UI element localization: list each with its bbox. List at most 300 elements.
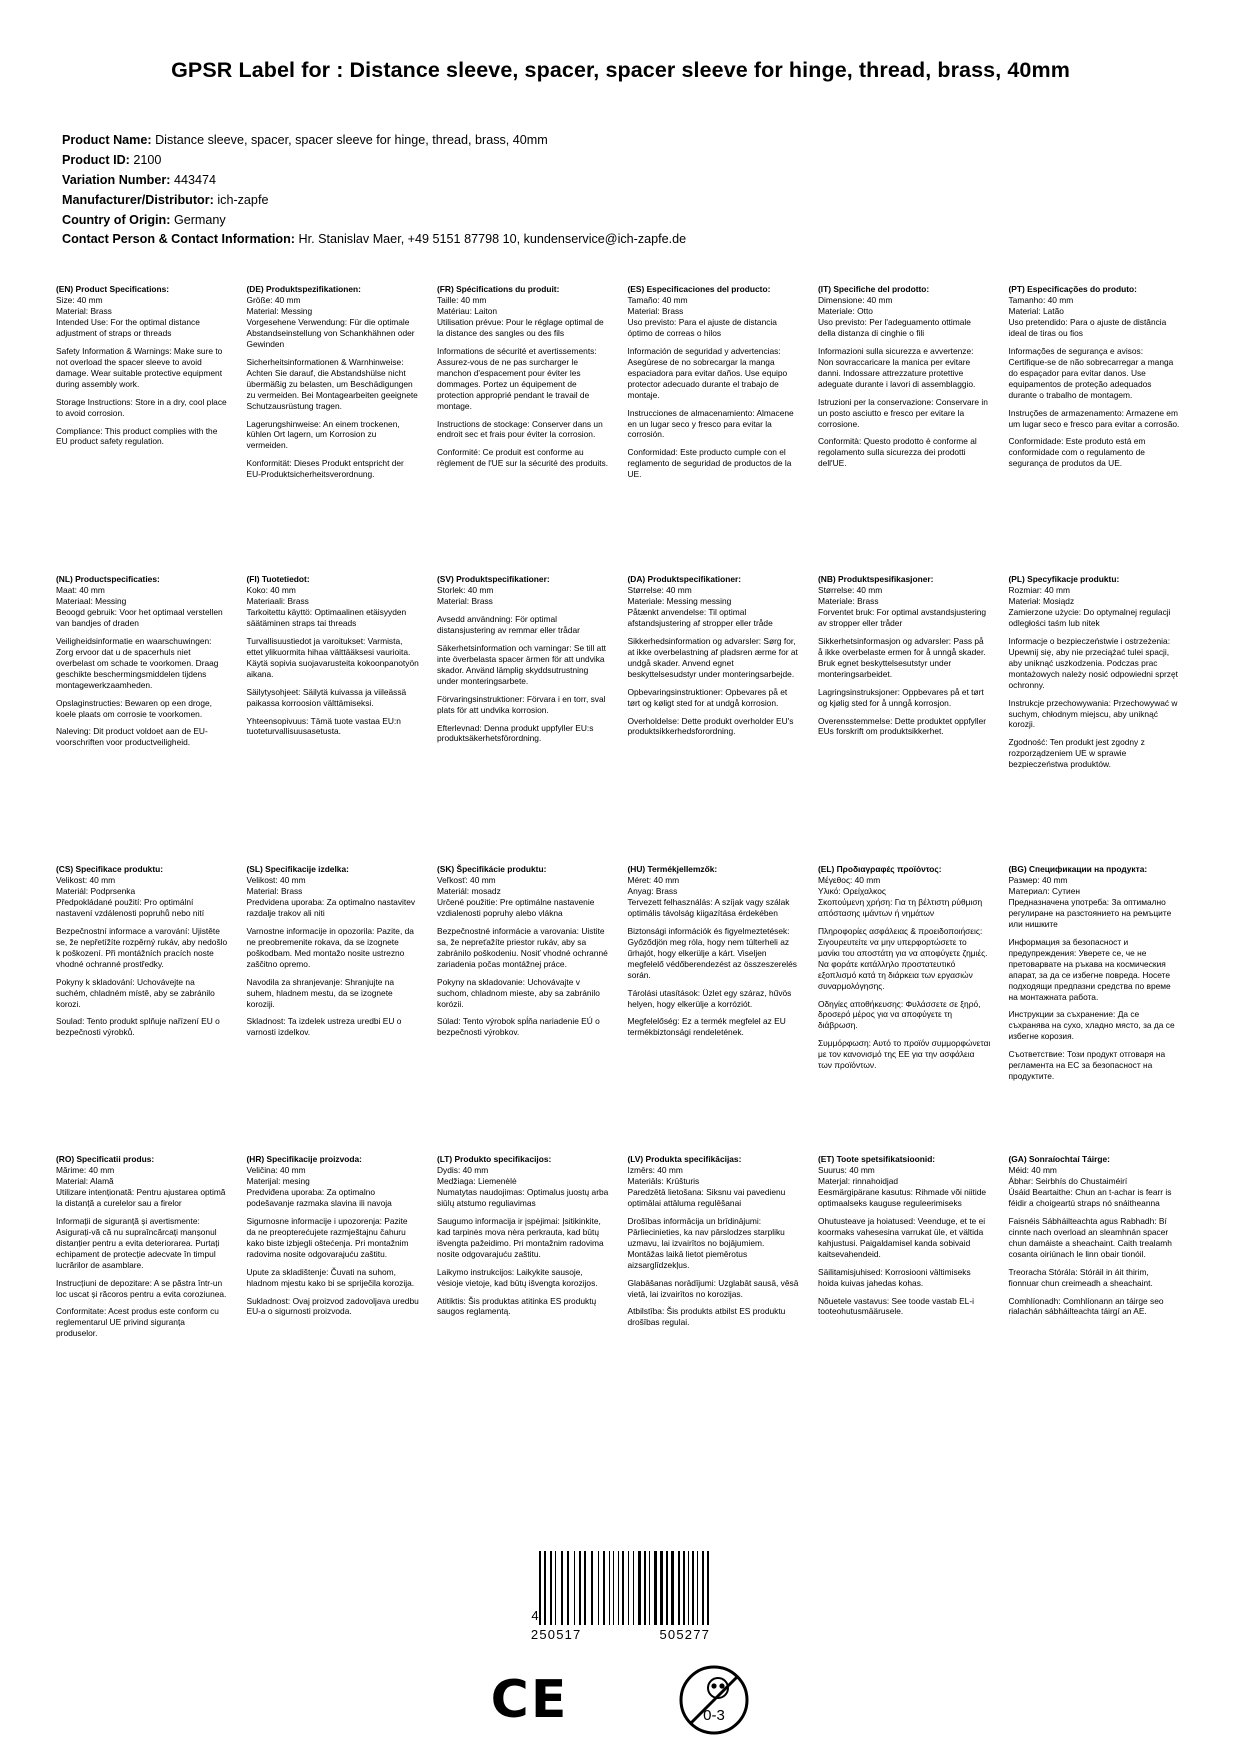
- spec-paragraph-gap: [437, 1260, 610, 1267]
- spec-cell-body: [628, 295, 801, 480]
- spec-paragraph-gap: [247, 1289, 420, 1296]
- spec-paragraph-gap: [247, 919, 420, 926]
- spec-cell: [818, 284, 995, 574]
- spec-paragraph-gap: [1009, 1289, 1182, 1296]
- meta-contact-value: Hr. Stanislav Maer, +49 5151 87798 10, kundenservice@ich-zapfe.de: [298, 232, 687, 247]
- spec-line: Předpokládané použití: Pro optimální nastavení vzdálenosti popruhů nebo nití: [56, 897, 205, 919]
- spec-line: Materiaal: Messing: [56, 596, 127, 607]
- spec-paragraph-gap: [247, 629, 420, 636]
- spec-line: Storage Instructions: Store in a dry, cool place to avoid corrosion.: [56, 396, 227, 418]
- spec-paragraph-gap: [437, 440, 610, 447]
- meta-product-name-value: Distance sleeve, spacer, spacer sleeve for hinge, thread, brass, 40mm: [155, 133, 548, 148]
- spec-line: Compliance: This product complies with the EU product safety regulation.: [56, 425, 218, 447]
- spec-line: Drošības informācija un brīdinājumi: Pārliecinieties, ka nav pārslodzes starpliku uzmavu, lai izvairītos no bojājumiem. Montāžas laikā lietot piemērotus aizsarglīdzekļus.: [627, 1215, 785, 1270]
- spec-paragraph-gap: [247, 350, 420, 357]
- spec-cell: [818, 1154, 995, 1444]
- spec-line: Tamanho: 40 mm: [1008, 295, 1074, 306]
- spec-cell-heading: (PT) Especificações do produto:: [1008, 284, 1137, 295]
- spec-line: Größe: 40 mm: [246, 295, 301, 306]
- spec-cell-heading: (GA) Sonraíochtaí Táirge:: [1008, 1154, 1110, 1165]
- spec-paragraph-gap: [247, 970, 420, 977]
- spec-line: Navodila za shranjevanje: Shranjujte na suhem, hladnem mestu, da se izognete koroziji.: [246, 976, 395, 1009]
- spec-cell: [628, 1154, 805, 1444]
- spec-line: Materiał: Mosiądz: [1008, 596, 1075, 607]
- spec-cell-heading: (CS) Specifikace produktu:: [56, 864, 164, 875]
- spec-cell: [1009, 284, 1186, 574]
- spec-paragraph-gap: [437, 607, 610, 614]
- spec-cell-heading: (PL) Specyfikacje produktu:: [1008, 574, 1120, 585]
- spec-line: Veľkosť: 40 mm: [437, 875, 496, 886]
- spec-line: Konformität: Dieses Produkt entspricht der EU-Produktsicherheitsverordnung.: [246, 458, 404, 480]
- spec-line: Materiál: mosadz: [437, 886, 501, 897]
- spec-paragraph-gap: [247, 451, 420, 458]
- spec-line: Sukladnost: Ovaj proizvod zadovoljava uredbu EU-a o sigurnosti proizvoda.: [246, 1295, 419, 1317]
- specifications-grid: [56, 284, 1185, 1444]
- spec-paragraph-gap: [56, 1009, 229, 1016]
- spec-paragraph-gap: [1009, 401, 1182, 408]
- meta-manufacturer-value: ich-zapfe: [217, 192, 269, 207]
- meta-variation-value: 443474: [173, 172, 216, 187]
- spec-line: Συμμόρφωση: Αυτό το προϊόν συμμορφώνεται με τον κανονισμό της ΕΕ για την ασφάλεια των προϊόντων.: [818, 1038, 991, 1071]
- spec-cell-heading: (DA) Produktspecifikationer:: [627, 574, 742, 585]
- spec-line: Tervezett felhasználás: A szíjak vagy szálak optimális távolság kiigazítása érdekében: [627, 897, 790, 919]
- spec-paragraph-gap: [247, 1009, 420, 1016]
- spec-paragraph-gap: [628, 981, 801, 988]
- spec-line: Nõuetele vastavus: See toode vastab EL-i tooteohutusmäärusele.: [818, 1295, 974, 1317]
- spec-cell-body: [56, 875, 229, 1038]
- spec-cell-body: [247, 585, 420, 737]
- spec-paragraph-gap: [818, 390, 991, 397]
- spec-paragraph-gap: [628, 1271, 801, 1278]
- spec-paragraph-gap: [437, 716, 610, 723]
- spec-paragraph-gap: [628, 1009, 801, 1016]
- spec-cell-heading: (ET) Toote spetsifikatsioonid:: [818, 1154, 936, 1165]
- meta-product-id: [62, 151, 1185, 171]
- spec-cell: [628, 284, 805, 574]
- spec-line: Utilisation prévue: Pour le réglage optimal de la distance des sangles ou des fils: [437, 317, 604, 339]
- spec-paragraph-gap: [1009, 339, 1182, 346]
- spec-line: Upute za skladištenje: Čuvati na suhom, hladnom mjestu kako bi se spriječila korozija.: [246, 1266, 415, 1288]
- spec-line: Laikymo instrukcijos: Laikykite sausoje, vėsioje vietoje, kad būtų išvengta korozijos.: [437, 1266, 598, 1288]
- spec-paragraph-gap: [247, 412, 420, 419]
- spec-line: Taille: 40 mm: [437, 295, 487, 306]
- spec-paragraph-gap: [247, 709, 420, 716]
- spec-cell-heading: (ES) Especificaciones del producto:: [627, 284, 771, 295]
- spec-line: Sikkerhedsinformation og advarsler: Sørg for, at ikke overbelastning af pladsren ærme for at undgå skader. Anvend egnet beskyttelsesudstyr under monteringsarbejde.: [627, 635, 798, 679]
- spec-line: Säilytysohjeet: Säilytä kuivassa ja viileässä paikassa korroosion välttämiseksi.: [246, 686, 407, 708]
- spec-cell-heading: (EL) Προδιαγραφές προϊόντος:: [818, 864, 942, 875]
- spec-line: Conformidade: Este produto está em conformidade com o regulamento de segurança de produtos da UE.: [1008, 436, 1146, 469]
- spec-line: Pokyny k skladování: Uchovávejte na suchém, chladném místě, aby se zabránilo korozi.: [56, 976, 215, 1009]
- meta-contact-label: Contact Person & Contact Information:: [62, 232, 295, 247]
- barcode-lead-digit: 4: [531, 1608, 539, 1623]
- spec-line: Safety Information & Warnings: Make sure to not overload the spacer sleeve to avoid damage. Wear suitable protective equipment during assembly work.: [56, 345, 223, 389]
- spec-paragraph-gap: [437, 1209, 610, 1216]
- spec-line: Instructions de stockage: Conserver dans un endroit sec et frais pour éviter la corrosion.: [437, 418, 603, 440]
- spec-paragraph-gap: [56, 1271, 229, 1278]
- spec-paragraph-gap: [1009, 930, 1182, 937]
- spec-cell: [1009, 1154, 1186, 1444]
- spec-line: Σκοπούμενη χρήση: Για τη βέλτιστη ρύθμιση απόστασης ιμάντων ή νημάτων: [818, 897, 983, 919]
- spec-line: Tárolási utasítások: Üzlet egy száraz, hűvös helyen, hogy elkerülje a korróziót.: [627, 987, 792, 1009]
- spec-paragraph-gap: [1009, 1260, 1182, 1267]
- spec-line: Suurus: 40 mm: [818, 1165, 875, 1176]
- ce-mark-icon: CE: [490, 1670, 569, 1730]
- spec-cell: [818, 864, 995, 1154]
- spec-line: Avsedd användning: För optimal distansjustering av remmar eller trådar: [437, 614, 580, 636]
- meta-contact: [62, 230, 1185, 250]
- spec-cell-body: [56, 1165, 229, 1339]
- spec-paragraph-gap: [56, 719, 229, 726]
- spec-paragraph-gap: [1009, 691, 1182, 698]
- spec-line: Skladnost: Ta izdelek ustreza uredbi EU o varnosti izdelkov.: [246, 1016, 402, 1038]
- spec-line: Material: Messing: [246, 306, 313, 317]
- spec-line: Instrucciones de almacenamiento: Almacene en un lugar seco y fresco para evitar la corrosión.: [627, 407, 794, 440]
- spec-paragraph-gap: [818, 629, 991, 636]
- spec-line: Overensstemmelse: Dette produktet oppfyller EUs forskrift om produktsikkerhet.: [818, 715, 987, 737]
- spec-line: Uso pretendido: Para o ajuste de distância ideal de tiras ou fios: [1008, 317, 1167, 339]
- spec-cell: [56, 1154, 233, 1444]
- spec-cell-heading: (LV) Produkta specifikācijas:: [627, 1154, 742, 1165]
- meta-product-id-label: Product ID:: [62, 152, 130, 167]
- spec-cell: [437, 574, 614, 864]
- spec-line: Intended Use: For the optimal distance adjustment of straps or threads: [56, 317, 200, 339]
- spec-cell: [56, 864, 233, 1154]
- spec-line: Comhlíonadh: Comhlíonann an táirge seo rialachán sábháilteachta táirgí an AE.: [1008, 1295, 1164, 1317]
- spec-line: Overholdelse: Dette produkt overholder EU's produktsikkerhedsforordning.: [627, 715, 794, 737]
- meta-product-name-label: Product Name:: [62, 133, 152, 148]
- meta-manufacturer-label: Manufacturer/Distributor:: [62, 192, 214, 207]
- spec-line: Съответствие: Този продукт отговаря на регламента на ЕС за безопасност на продуктите.: [1008, 1049, 1166, 1082]
- spec-line: Información de seguridad y advertencias: Asegúrese de no sobrecargar la manga espaciadora para evitar daños. Use equipo protector adecuado durante el trabajo de montaje.: [627, 345, 788, 400]
- spec-line: Tarkoitettu käyttö: Optimaalinen etäisyyden säätäminen straps tai threads: [246, 607, 407, 629]
- spec-line: Opbevaringsinstruktioner: Opbevares på et tørt og køligt sted for at undgå korrosion.: [627, 686, 788, 708]
- spec-line: Velikost: 40 mm: [56, 875, 116, 886]
- spec-line: Instrucțiuni de depozitare: A se păstra într-un loc uscat și răcoros pentru a evita coroziunea.: [56, 1277, 227, 1299]
- spec-line: Materiale: Brass: [818, 596, 879, 607]
- spec-line: Izmērs: 40 mm: [627, 1165, 683, 1176]
- spec-cell-body: [247, 1165, 420, 1317]
- spec-line: Conformidad: Este producto cumple con el reglamento de seguridad de productos de la UE.: [627, 447, 792, 480]
- spec-line: Megfelelőség: Ez a termék megfelel az EU termékbiztonsági rendeletének.: [627, 1016, 786, 1038]
- spec-line: Veiligheidsinformatie en waarschuwingen: Zorg ervoor dat u de spacerhuls niet overbelast om schade te voorkomen. Draag geschikte beschermingsmiddelen tijdens montagewerkzaamheden.: [56, 635, 219, 690]
- spec-line: Material: Brass: [246, 886, 303, 897]
- spec-line: Paredzētā lietošana: Siksnu vai pavedienu optimālai attāluma regulēšanai: [627, 1187, 786, 1209]
- spec-cell-heading: (BG) Спецификации на продукта:: [1008, 864, 1148, 875]
- spec-line: Materiāls: Krūšturis: [627, 1176, 700, 1187]
- spec-line: Material: Latão: [1008, 306, 1064, 317]
- spec-cell-heading: (FI) Tuotetiedot:: [246, 574, 310, 585]
- spec-cell: [628, 864, 805, 1154]
- spec-line: Súlad: Tento výrobok spĺňa nariadenie EÚ o bezpečnosti výrobkov.: [437, 1016, 600, 1038]
- spec-line: Ohutusteave ja hoiatused: Veenduge, et te ei koormaks vahesesina varrukat üle, et vältida kahjustusi. Paigaldamisel kanda sobivaid kaitsevahendeid.: [818, 1215, 986, 1259]
- spec-cell-body: [1009, 295, 1182, 469]
- spec-paragraph-gap: [818, 1209, 991, 1216]
- spec-cell-body: [628, 1165, 801, 1328]
- spec-paragraph-gap: [628, 440, 801, 447]
- meta-variation-number: [62, 171, 1185, 191]
- spec-paragraph-gap: [437, 1289, 610, 1296]
- spec-line: Materiale: Otto: [818, 306, 873, 317]
- spec-line: Bezpečnostní informace a varování: Ujistěte se, že nepřetížíte rozpěrný rukáv, aby nedošlo k poškození. Při montážních pracích noste vhodné ochranné prostředky.: [56, 925, 228, 969]
- spec-line: Instrukcje przechowywania: Przechowywać w suchym, chłodnym miejscu, aby uniknąć korozji.: [1008, 697, 1178, 730]
- spec-line: Atbilstība: Šis produkts atbilst ES produktu drošības regulai.: [627, 1306, 786, 1328]
- spec-paragraph-gap: [247, 1260, 420, 1267]
- spec-line: Informações de segurança e avisos: Certifique-se de não sobrecarregar a manga do espaçador para evitar danos. Use equipamentos de proteção adequados durante o trabalho de montagem.: [1008, 345, 1174, 400]
- spec-paragraph-gap: [437, 919, 610, 926]
- spec-cell-heading: (DE) Produktspezifikationen:: [246, 284, 361, 295]
- spec-cell: [1009, 574, 1186, 864]
- spec-line: Eesmärgipärane kasutus: Rihmade või niitide optimaalseks kauguse reguleerimiseks: [818, 1187, 987, 1209]
- spec-line: Инструкции за съхранение: Да се съхранява на сухо, хладно място, за да се избегне корозия.: [1008, 1009, 1175, 1042]
- spec-cell-body: [56, 585, 229, 748]
- spec-line: Sigurnosne informacije i upozorenja: Pazite da ne preopterećujete razmještajnu čahuru kako biste izbjegli oštećenja. Pri montažnim radovima nosite odgovarajuću zaštitu.: [246, 1215, 409, 1259]
- spec-line: Sikkerhetsinformasjon og advarsler: Pass på å ikke overbelaste ermen for å unngå skader. Bruk egnet beskyttelsesutstyr under monteringsarbeidet.: [818, 635, 986, 679]
- spec-cell: [247, 1154, 424, 1444]
- spec-line: Velikost: 40 mm: [246, 875, 306, 886]
- spec-paragraph-gap: [628, 919, 801, 926]
- spec-line: Материал: Сутиен: [1008, 886, 1081, 897]
- spec-line: Material: Brass: [56, 306, 112, 317]
- spec-paragraph-gap: [818, 919, 991, 926]
- spec-line: Forventet bruk: For optimal avstandsjustering av stropper eller tråder: [818, 607, 987, 629]
- spec-line: Turvallisuustiedot ja varoitukset: Varmista, ettet ylikuormita hihaa välttääksesi vaurioita. Käytä sopivia suojavarusteita kokoonpanotyön aikana.: [246, 635, 419, 679]
- spec-line: Soulad: Tento produkt splňuje nařízení EU o bezpečnosti výrobků.: [56, 1016, 220, 1038]
- spec-line: Anyag: Brass: [627, 886, 678, 897]
- spec-paragraph-gap: [1009, 629, 1182, 636]
- spec-paragraph-gap: [56, 339, 229, 346]
- spec-paragraph-gap: [628, 680, 801, 687]
- age-warning-text: 0-3: [703, 1707, 726, 1724]
- spec-paragraph-gap: [628, 629, 801, 636]
- spec-paragraph-gap: [1009, 1209, 1182, 1216]
- spec-paragraph-gap: [56, 919, 229, 926]
- spec-paragraph-gap: [818, 1260, 991, 1267]
- spec-line: Yhteensopivuus: Tämä tuote vastaa EU:n tuoteturvallisuusasetusta.: [246, 715, 401, 737]
- spec-paragraph-gap: [437, 970, 610, 977]
- spec-line: Zgodność: Ten produkt jest zgodny z rozporządzeniem UE w sprawie bezpieczeństwa produktów.: [1008, 737, 1145, 770]
- spec-line: Istruzioni per la conservazione: Conservare in un posto asciutto e fresco per evitare la corrosione.: [818, 396, 988, 429]
- compliance-marks: [0, 1664, 1241, 1736]
- spec-line: Predviđena uporaba: Za optimalno podešavanje razmaka slavina ili navoja: [246, 1187, 392, 1209]
- spec-line: Säkerhetsinformation och varningar: Se till att inte överbelasta spacer ärmen för att undvika skador. Använd lämplig skyddsutrustning under monteringsarbete.: [437, 642, 606, 686]
- spec-cell: [437, 1154, 614, 1444]
- spec-cell-heading: (LT) Produkto specifikacijos:: [437, 1154, 552, 1165]
- spec-line: Treoracha Stórála: Stóráil in áit thirim, fionnuar chun creimeadh a sheachaint.: [1008, 1266, 1153, 1288]
- spec-line: Pokyny na skladovanie: Uchovávajte v suchom, chladnom mieste, aby sa zabránilo korózii.: [437, 976, 600, 1009]
- spec-cell-body: [1009, 1165, 1182, 1317]
- spec-line: Informazioni sulla sicurezza e avvertenze: Non sovraccaricare la manica per evitare danni. Indossare attrezzature protettive adeguate durante i lavori di assemblaggio.: [818, 345, 976, 389]
- spec-paragraph-gap: [437, 412, 610, 419]
- spec-line: Informations de sécurité et avertissements: Assurez-vous de ne pas surcharger le manchon d'espacement pour éviter les dommages. Portez un équipement de protection approprié pendant le travail de montage.: [437, 345, 597, 411]
- spec-cell-body: [437, 585, 610, 744]
- spec-cell-heading: (FR) Spécifications du produit:: [437, 284, 560, 295]
- meta-variation-label: Variation Number:: [62, 172, 171, 187]
- barcode-group-right: 505277: [659, 1627, 711, 1642]
- spec-cell: [247, 574, 424, 864]
- spec-line: Veličina: 40 mm: [246, 1165, 306, 1176]
- spec-line: Informații de siguranță și avertismente: Asigurați-vă că nu supraîncărcați manșonul distanțier pentru a evita deteriorarea. Purtați echipament de protecție adecvate în timpul lucrărilor de asamblare.: [56, 1215, 220, 1270]
- spec-paragraph-gap: [56, 390, 229, 397]
- spec-line: Informacje o bezpieczeństwie i ostrzeżenia: Upewnij się, aby nie przeciążać tulei spacji, aby uniknąć uszkodzenia. Podczas prac montażowych należy nosić odpowiedni sprzęt ochronny.: [1008, 635, 1178, 690]
- spec-line: Matériau: Laiton: [437, 306, 498, 317]
- spec-cell: [437, 284, 614, 574]
- spec-line: Beoogd gebruik: Voor het optimaal verstellen van bandjes of draden: [56, 607, 223, 629]
- spec-cell: [247, 864, 424, 1154]
- spec-paragraph-gap: [628, 339, 801, 346]
- spec-line: Koko: 40 mm: [246, 585, 296, 596]
- spec-line: Material: Brass: [627, 306, 684, 317]
- spec-line: Förvaringsinstruktioner: Förvara i en torr, sval plats för att undvika korrosion.: [437, 693, 606, 715]
- spec-paragraph-gap: [247, 1209, 420, 1216]
- spec-line: Naleving: Dit product voldoet aan de EU-voorschriften voor productveiligheid.: [56, 726, 208, 748]
- spec-cell-body: [247, 295, 420, 480]
- spec-line: Atitiktis: Šis produktas atitinka ES produktų saugos reglamentą.: [437, 1295, 597, 1317]
- spec-line: Dimensione: 40 mm: [818, 295, 893, 306]
- spec-cell-heading: (SL) Specifikacije izdelka:: [246, 864, 349, 875]
- spec-cell-body: [437, 295, 610, 469]
- spec-paragraph-gap: [1009, 429, 1182, 436]
- spec-line: Opslaginstructies: Bewaren op een droge, koele plaats om corrosie te voorkomen.: [56, 697, 212, 719]
- spec-paragraph-gap: [1009, 1042, 1182, 1049]
- spec-paragraph-gap: [818, 709, 991, 716]
- spec-cell-body: [247, 875, 420, 1038]
- spec-paragraph-gap: [628, 709, 801, 716]
- spec-paragraph-gap: [56, 629, 229, 636]
- spec-paragraph-gap: [1009, 730, 1182, 737]
- spec-cell: [247, 284, 424, 574]
- spec-line: Predvidena uporaba: Za optimalno nastavitev razdalje trakov ali niti: [246, 897, 416, 919]
- spec-cell-body: [628, 875, 801, 1038]
- spec-line: Materiaali: Brass: [246, 596, 309, 607]
- spec-line: Glabāšanas norādījumi: Uzglabāt sausā, vēsā vietā, lai izvairītos no korozijas.: [627, 1277, 799, 1299]
- spec-line: Информация за безопасност и предупреждения: Уверете се, че не претоварвате на ръкава на космическия апарат, за да се избегне повреда. Носете подходящи предпазни средства по време на монтажната работа.: [1008, 936, 1171, 1002]
- page-title: GPSR Label for : Distance sleeve, spacer, spacer sleeve for hinge, thread, brass, 40mm: [171, 58, 1070, 82]
- spec-paragraph-gap: [818, 992, 991, 999]
- spec-cell-body: [437, 1165, 610, 1317]
- barcode-group-left: 250517: [530, 1627, 582, 1642]
- spec-cell-heading: (NL) Productspecificaties:: [56, 574, 160, 585]
- spec-line: Materiale: Messing messing: [627, 596, 732, 607]
- spec-cell-body: [628, 585, 801, 737]
- spec-line: Säilitamisjuhised: Korrosiooni vältimiseks hoida kuivas jahedas kohas.: [818, 1266, 971, 1288]
- spec-cell-heading: (SV) Produktspecifikationer:: [437, 574, 550, 585]
- barcode: [0, 1551, 1241, 1625]
- spec-line: Размер: 40 mm: [1008, 875, 1068, 886]
- spec-line: Méret: 40 mm: [627, 875, 680, 886]
- spec-line: Bezpečnostné informácie a varovania: Uistite sa, že nepreťažíte priestor rukáv, aby sa zabránilo poškodeniu. Nosiť vhodné ochranné zariadenia počas montážnej práce.: [437, 925, 608, 969]
- spec-cell-heading: (RO) Specificatii produs:: [56, 1154, 155, 1165]
- spec-cell-body: [1009, 585, 1182, 770]
- meta-manufacturer: [62, 191, 1185, 211]
- spec-line: Størrelse: 40 mm: [818, 585, 883, 596]
- spec-cell: [1009, 864, 1186, 1154]
- spec-cell-body: [56, 295, 229, 447]
- spec-line: Uso previsto: Para el ajuste de distancia óptimo de correas o hilos: [627, 317, 777, 339]
- spec-paragraph-gap: [818, 1289, 991, 1296]
- spec-line: Conformità: Questo prodotto è conforme al regolamento sulla sicurezza dei prodotti dell'UE.: [818, 436, 977, 469]
- meta-product-id-value: 2100: [133, 152, 162, 167]
- spec-paragraph-gap: [56, 419, 229, 426]
- spec-line: Conformité: Ce produit est conforme au règlement de l'UE sur la sécurité des produits.: [437, 447, 609, 469]
- spec-paragraph-gap: [818, 429, 991, 436]
- spec-line: Μέγεθος: 40 mm: [818, 875, 881, 886]
- spec-cell-body: [818, 875, 991, 1071]
- label-footer: [0, 1551, 1241, 1736]
- spec-cell: [628, 574, 805, 864]
- spec-line: Dydis: 40 mm: [437, 1165, 489, 1176]
- spec-line: Medžiaga: Liemenėlė: [437, 1176, 517, 1187]
- spec-line: Ábhar: Seirbhís do Chustaiméirí: [1008, 1176, 1128, 1187]
- age-warning-icon: [678, 1664, 750, 1736]
- meta-country-label: Country of Origin:: [62, 212, 171, 227]
- meta-country-value: Germany: [173, 212, 226, 227]
- spec-line: Utilizare intenționată: Pentru ajustarea optimă la distanță a curelelor sau a firelor: [56, 1187, 226, 1209]
- spec-line: Mărime: 40 mm: [56, 1165, 115, 1176]
- spec-line: Πληροφορίες ασφάλειας & προειδοποιήσεις: Σιγουρευτείτε να μην υπερφορτώσετε το μανίκι του αποστάτη για να αποφύγετε ζημιές. Να φοράτε κατάλληλο προστατευτικό εξοπλισμό κατά τη διάρκεια των εργασιών συναρμολόγησης.: [818, 925, 988, 991]
- spec-line: Size: 40 mm: [56, 295, 103, 306]
- spec-paragraph-gap: [56, 970, 229, 977]
- spec-paragraph-gap: [628, 401, 801, 408]
- spec-paragraph-gap: [437, 687, 610, 694]
- spec-paragraph-gap: [1009, 1002, 1182, 1009]
- spec-line: Úsáid Beartaithe: Chun an t-achar is fearr is féidir a choigeartú straps nó snáitheanna: [1008, 1187, 1172, 1209]
- spec-line: Numatytas naudojimas: Optimalus juostų arba siūlų atstumo reguliavimas: [437, 1187, 609, 1209]
- spec-line: Instruções de armazenamento: Armazene em um lugar seco e fresco para evitar a corrosão.: [1008, 407, 1180, 429]
- spec-line: Zamierzone użycie: Do optymalnej regulacji odległości taśm lub nitek: [1008, 607, 1171, 629]
- spec-line: Υλικό: Ορείχαλκος: [818, 886, 886, 897]
- spec-line: Sicherheitsinformationen & Warnhinweise: Achten Sie darauf, die Abstandshülse nicht übermäßig zu belasten, um Beschädigungen zu vermeiden. Bei Montagearbeiten geeignete Schutzausrüstung tragen.: [246, 356, 418, 411]
- spec-paragraph-gap: [437, 339, 610, 346]
- spec-cell-heading: (EN) Product Specifications:: [56, 284, 170, 295]
- spec-line: Tamaño: 40 mm: [627, 295, 688, 306]
- spec-line: Materijal: mesing: [246, 1176, 310, 1187]
- spec-line: Storlek: 40 mm: [437, 585, 494, 596]
- barcode-bars: [539, 1551, 710, 1625]
- spec-paragraph-gap: [56, 1209, 229, 1216]
- spec-paragraph-gap: [56, 691, 229, 698]
- spec-line: Conformitate: Acest produs este conform cu reglementarul UE privind siguranța produselor.: [56, 1306, 219, 1339]
- spec-cell-body: [1009, 875, 1182, 1082]
- spec-cell-heading: (SK) Špecifikácie produktu:: [437, 864, 547, 875]
- spec-paragraph-gap: [628, 1209, 801, 1216]
- product-meta: [62, 131, 1185, 250]
- spec-line: Material: Alamă: [56, 1176, 114, 1187]
- spec-line: Uso previsto: Per l'adeguamento ottimale della distanza di cinghie o fili: [818, 317, 971, 339]
- spec-line: Påtænkt anvendelse: Til optimal afstandsjustering af stropper eller tråde: [627, 607, 773, 629]
- spec-paragraph-gap: [437, 636, 610, 643]
- spec-cell: [437, 864, 614, 1154]
- spec-paragraph-gap: [818, 1031, 991, 1038]
- spec-line: Størrelse: 40 mm: [627, 585, 692, 596]
- spec-line: Material: Brass: [437, 596, 493, 607]
- spec-cell-heading: (HU) Termékjellemzők:: [627, 864, 718, 875]
- spec-cell-heading: (NB) Produktspesifikasjoner:: [818, 574, 934, 585]
- spec-line: Biztonsági információk és figyelmeztetések: Győződjön meg róla, hogy nem túlterheli az űrhajót, hogy elkerülje a kárt. Viseljen megfelelő védőberendezést az összeszerelés során.: [627, 925, 797, 980]
- spec-line: Lagerungshinweise: An einem trockenen, kühlen Ort lagern, um Korrosion zu vermeiden.: [246, 418, 400, 451]
- spec-line: Vorgesehene Verwendung: Für die optimale Abstandseinstellung von Schankhähnen oder Gewinden: [246, 317, 415, 349]
- spec-line: Lagringsinstruksjoner: Oppbevares på et tørt og kjølig sted for å unngå korrosjon.: [818, 686, 984, 708]
- spec-line: Materjal: rinnahoidjad: [818, 1176, 899, 1187]
- spec-line: Saugumo informacija ir įspėjimai: Įsitikinkite, kad tarpinės mova nėra perkrauta, kad būtų išvengta pažeidimo. Pri montažnim radovima nosite odgovarajuću zaštitu.: [437, 1215, 604, 1259]
- spec-paragraph-gap: [818, 680, 991, 687]
- spec-cell-body: [818, 295, 991, 469]
- spec-line: Οδηγίες αποθήκευσης: Φυλάσσετε σε ξηρό, δροσερό μέρος για να αποφύγετε τη διάβρωση.: [818, 998, 981, 1031]
- meta-product-name: [62, 131, 1185, 151]
- spec-line: Méid: 40 mm: [1008, 1165, 1057, 1176]
- spec-line: Určené použitie: Pre optimálne nastavenie vzdialenosti popruhy alebo vlákna: [437, 897, 595, 919]
- spec-line: Rozmiar: 40 mm: [1008, 585, 1070, 596]
